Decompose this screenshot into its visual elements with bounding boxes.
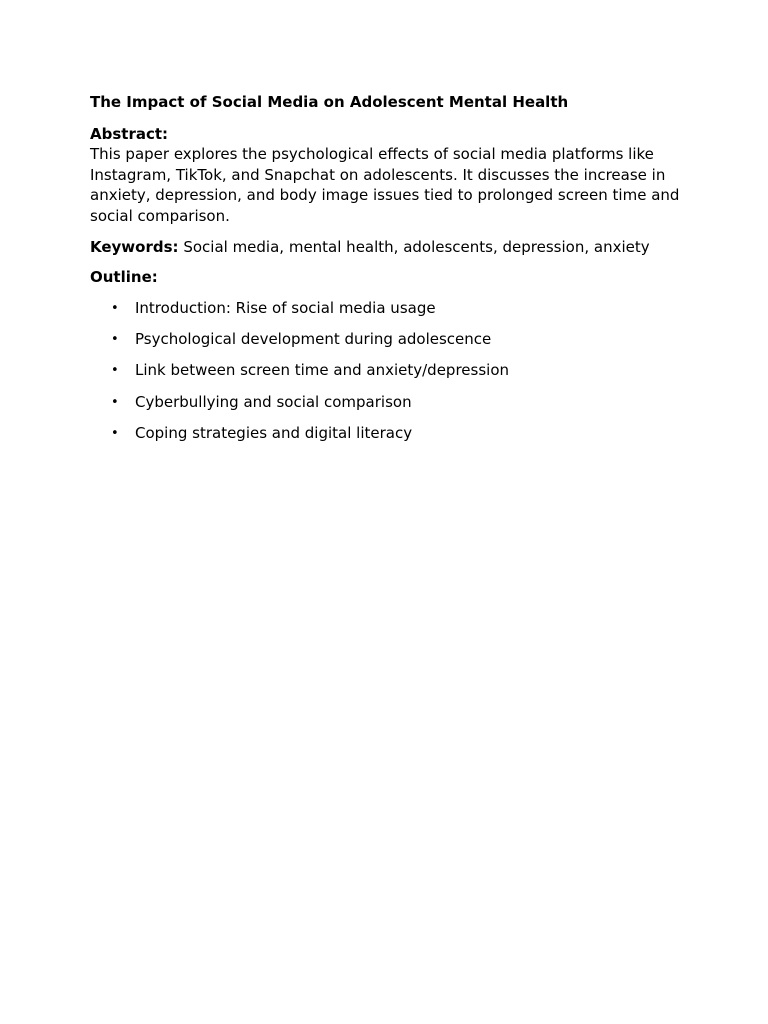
outline-item <box>90 360 690 380</box>
bullet-icon: • <box>111 363 119 379</box>
bullet-icon: • <box>111 300 119 316</box>
outline-item <box>90 329 690 349</box>
outline-item-text: Coping strategies and digital literacy <box>135 424 413 442</box>
bullet-icon: • <box>111 394 119 410</box>
bullet-icon: • <box>111 426 119 441</box>
outline-item-text: Link between screen time and anxiety/depression <box>135 361 509 380</box>
keywords-text: Social media, mental health, adolescents, depression, anxiety <box>183 237 650 256</box>
outline-item-text: Psychological development during adolescence <box>135 330 492 349</box>
outline-item-text: Introduction: Rise of social media usage <box>135 298 436 317</box>
keywords-line <box>90 237 690 257</box>
document-title: The Impact of Social Media on Adolescent Mental Health <box>90 93 569 111</box>
outline-item <box>90 423 690 443</box>
outline-item <box>90 298 690 318</box>
abstract-body: This paper explores the psychological effects of social media platforms like Instagram, TikTok, and Snapchat on adolescents. It discusses the increase in anxiety, depression, and body image issues tied to prolonged screen time and social comparison. <box>90 145 680 226</box>
outline-item-text: Cyberbullying and social comparison <box>135 392 412 411</box>
outline-heading: Outline: <box>90 267 158 286</box>
abstract-heading: Abstract: <box>90 125 169 143</box>
outline-item <box>90 392 690 412</box>
document-page <box>90 92 690 454</box>
outline-list <box>90 298 690 443</box>
bullet-icon: • <box>111 332 119 348</box>
keywords-label: Keywords: <box>90 237 179 256</box>
